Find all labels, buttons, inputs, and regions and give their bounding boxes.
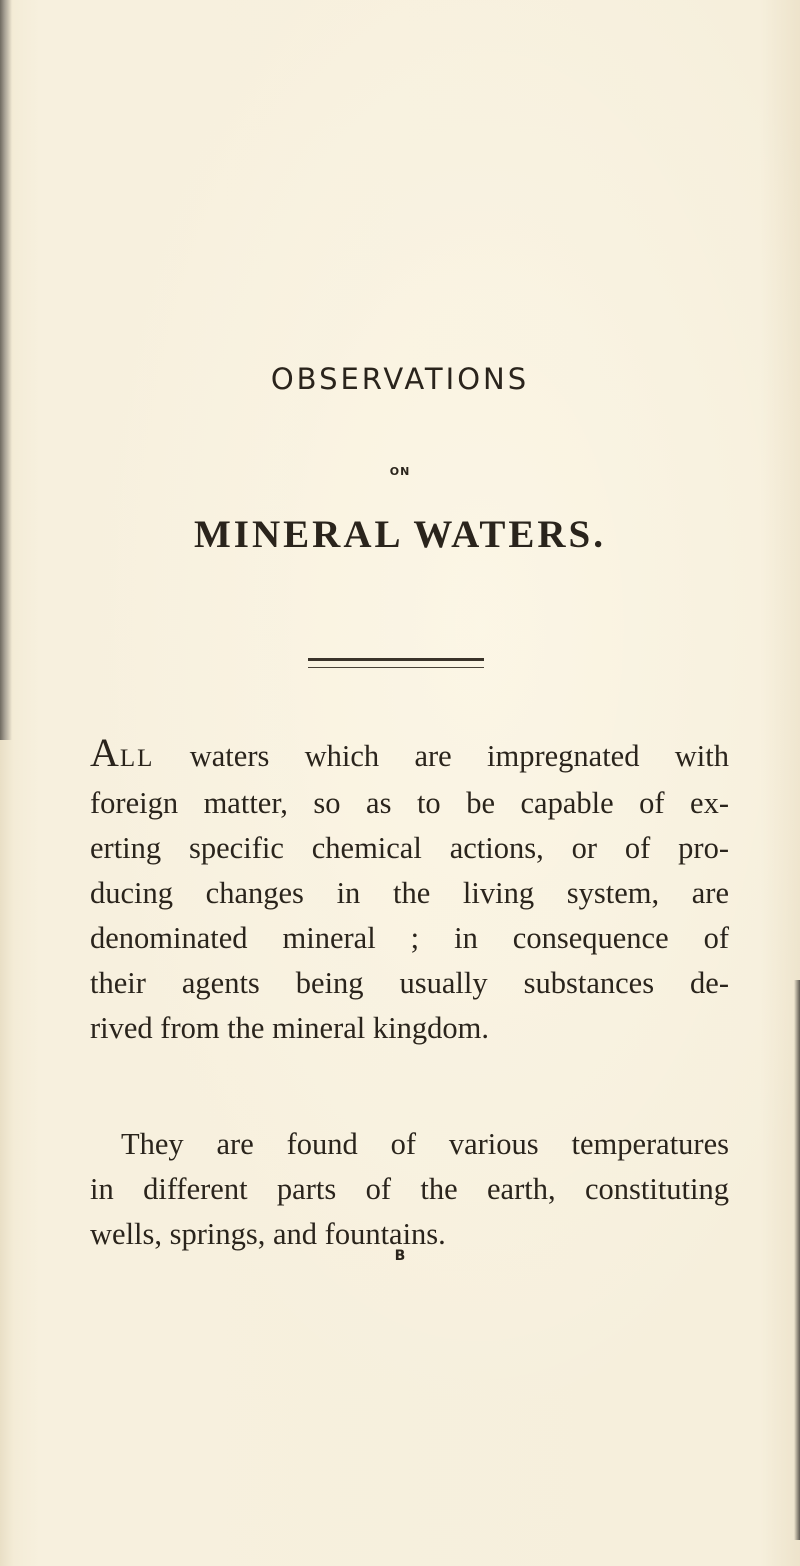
paragraph-2-line-3: wells, springs, and fountains. — [90, 1217, 446, 1251]
paragraph-1-line-1 — [90, 730, 729, 781]
paragraph-1-line-6: their agents being usually substances de- — [90, 966, 729, 1000]
paragraph-1-line-5: denominated mineral ; in consequence of — [90, 921, 729, 955]
paragraph-1-line-4: ducing changes in the living system, are — [90, 876, 729, 910]
paragraph-1-line-2: foreign matter, so as to be capable of ex- — [90, 786, 729, 820]
paragraph-1 — [90, 730, 729, 1051]
drop-cap: A — [90, 730, 120, 775]
page-title: OBSERVATIONS — [270, 362, 530, 396]
title-connector: ON — [389, 465, 411, 478]
paragraph-2 — [90, 1122, 729, 1257]
page-subtitle: MINERAL WATERS. — [194, 513, 606, 556]
paragraph-2-line-1: They are found of various temperatures — [121, 1127, 729, 1161]
paragraph-1-line-7: rived from the mineral kingdom. — [90, 1011, 489, 1045]
paragraph-2-line-2: in different parts of the earth, constituting — [90, 1172, 729, 1206]
signature-mark: B — [394, 1248, 406, 1264]
title-rule-thick — [308, 658, 484, 661]
paragraph-1-line-3: erting specific chemical actions, or of pro- — [90, 831, 729, 865]
small-caps-word: LL — [119, 745, 155, 772]
paragraph-1-line-1-text: waters which are impregnated with — [154, 739, 729, 773]
title-rule-thin — [308, 667, 484, 668]
